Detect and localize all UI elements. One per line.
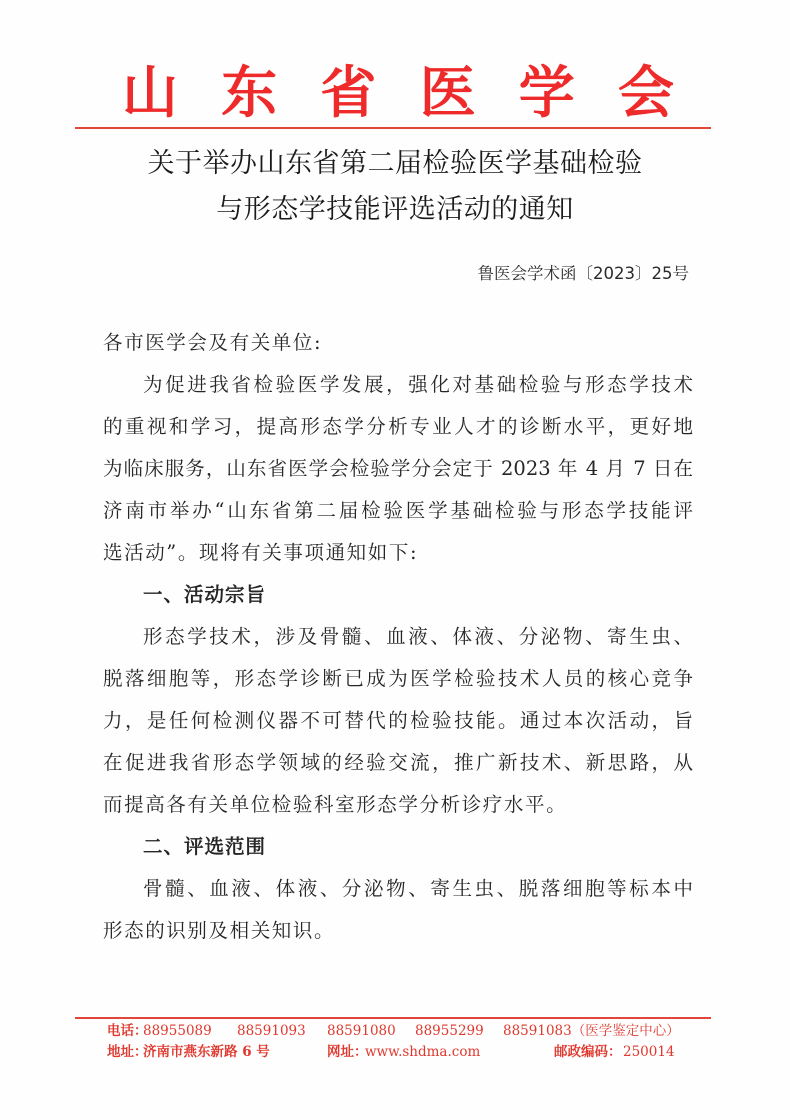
masthead-char: 山 <box>122 60 178 126</box>
body-line: 济南市举办“山东省第二届检验医学基础检验与形态学技能评 <box>103 499 693 522</box>
body-line: 为临床服务，山东省医学会检验学分会定于 2023 年 4 月 7 日在 <box>103 457 693 480</box>
masthead-char: 省 <box>320 60 377 126</box>
phone-number: 88591083（医学鉴定中心） <box>503 1023 680 1039</box>
title-line-2: 与形态学技能评选活动的通知 <box>216 194 574 225</box>
address-label: 地址： <box>107 1044 148 1060</box>
document-number: 鲁医会学术函〔2023〕25号 <box>477 264 689 283</box>
postcode-label: 邮政编码： <box>554 1044 622 1060</box>
section-line: 在促进我省形态学领域的经验交流，推广新技术、新思路，从 <box>103 751 693 774</box>
masthead-char: 会 <box>617 60 674 126</box>
address: 济南市燕东新路 6 号 <box>143 1044 270 1060</box>
phone-number: 88955089 <box>143 1023 212 1039</box>
section-line: 形态的识别及相关知识。 <box>103 919 336 942</box>
masthead <box>118 58 678 128</box>
section-line: 骨髓、血液、体液、分泌物、寄生虫、脱落细胞等标本中 <box>143 877 693 900</box>
body-line: 的重视和学习，提高形态学分析专业人才的诊断水平，更好地 <box>103 415 693 438</box>
footer-address-row <box>107 1042 707 1063</box>
masthead-divider <box>75 127 711 129</box>
website-link[interactable]: www.shdma.com <box>365 1044 481 1060</box>
section-line: 力，是任何检测仪器不可替代的检验技能。通过本次活动，旨 <box>103 709 693 732</box>
document-title <box>95 141 695 233</box>
footer-divider <box>75 1017 711 1019</box>
body-line: 选活动”。现将有关事项通知如下: <box>103 541 419 564</box>
section-line: 而提高各有关单位检验科室形态学分析诊疗水平。 <box>103 793 568 816</box>
body-line: 为促进我省检验医学发展，强化对基础检验与形态学技术 <box>143 373 693 396</box>
title-line-1: 关于举办山东省第二届检验医学基础检验 <box>147 148 643 179</box>
section-line: 脱落细胞等，形态学诊断已成为医学检验技术人员的核心竞争 <box>103 667 693 690</box>
footer-phone-row <box>107 1021 707 1042</box>
phone-number: 88591093 <box>237 1023 306 1039</box>
phone-number: 88591080 <box>327 1023 396 1039</box>
masthead-char: 东 <box>221 60 278 126</box>
salutation: 各市医学会及有关单位: <box>103 331 323 354</box>
phone-number: 88955299 <box>415 1023 484 1039</box>
section-heading-scope: 二、评选范围 <box>143 835 267 858</box>
masthead-char: 医 <box>419 60 476 126</box>
section-line: 形态学技术，涉及骨髓、血液、体液、分泌物、寄生虫、 <box>143 625 693 648</box>
website-label: 网址： <box>327 1044 368 1060</box>
section-heading-purpose: 一、活动宗旨 <box>143 583 267 606</box>
postcode: 250014 <box>623 1044 675 1060</box>
masthead-char: 学 <box>518 60 575 126</box>
letterhead-footer <box>107 1021 707 1063</box>
document-body <box>103 322 693 952</box>
phone-label: 电话： <box>107 1023 148 1039</box>
